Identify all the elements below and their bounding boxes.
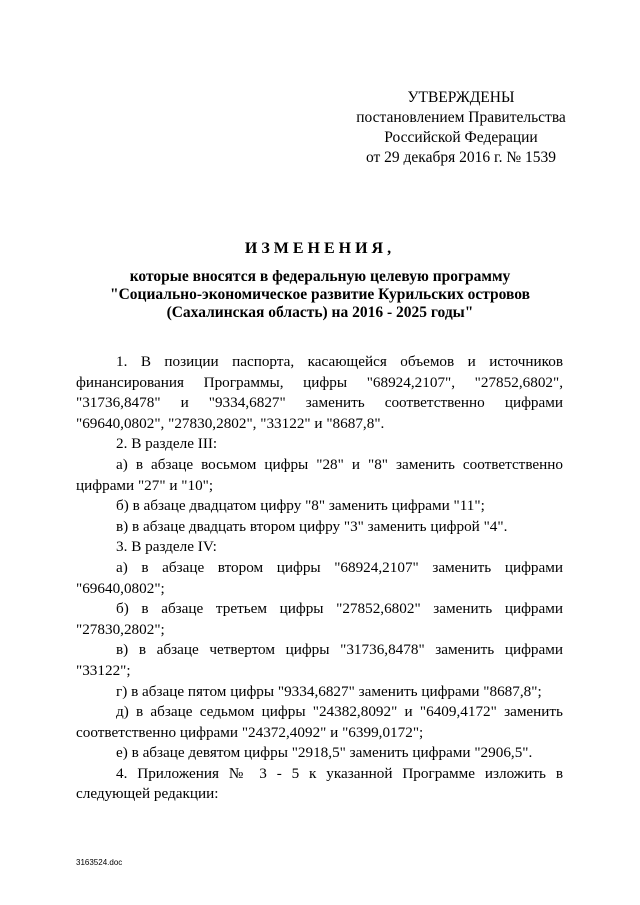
title-line-2: "Социально-экономическое развитие Курильских островов [109,286,531,303]
title-line-1: которые вносятся в федеральную целевую программу [129,268,511,285]
approval-line-2: Российской Федерации [384,129,538,146]
paragraph-3: 3. В разделе IV: [116,538,217,556]
paragraph-3b: б) в абзаце третьем цифры "27852,6802" заменить цифрами "27830,2802"; [76,600,563,638]
approval-block [346,88,576,168]
paragraph-1: 1. В позиции паспорта, касающейся объемов и источников финансирования Программы, цифры "68924,2107", "27852,6802", "31736,8478" и "9334,6827" заменить соответственно цифрами "69640,0802", "27830,2802", "33122" и "8687,8". [76,353,563,432]
paragraph-3e: д) в абзаце седьмом цифры "24382,8092" и "6409,4172" заменить соответственно цифрами "24372,4092" и "6399,0172"; [76,703,563,741]
paragraph-4: 4. Приложения № 3 - 5 к указанной Программе изложить в следующей редакции: [76,764,563,803]
paragraph-3c: в) в абзаце четвертом цифры "31736,8478" заменить цифрами "33122"; [76,641,563,679]
document-title [60,238,580,322]
paragraph-3d: г) в абзаце пятом цифры "9334,6827" заменить цифрами "8687,8"; [116,682,542,700]
paragraph-2c: в) в абзаце двадцать втором цифру "3" заменить цифрой "4". [116,517,508,535]
approval-line-1: постановлением Правительства [356,109,566,126]
title-main: ИЗМЕНЕНИЯ, [244,240,396,257]
title-line-3: (Сахалинская область) на 2016 - 2025 годы" [166,304,474,321]
paragraph-2a: а) в абзаце восьмом цифры "28" и "8" заменить соответственно цифрами "27" и "10"; [76,455,563,494]
file-name-footer: 3163524.doc [76,858,123,867]
paragraph-3f: е) в абзаце девятом цифры "2918,5" заменить цифрами "2906,5". [116,744,533,762]
paragraph-3a: а) в абзаце втором цифры "68924,2107" заменить цифрами "69640,0802"; [76,558,563,597]
document-body [76,352,563,805]
approval-heading: УТВЕРЖДЕНЫ [407,89,515,106]
paragraph-2: 2. В разделе III: [116,435,218,453]
paragraph-2b: б) в абзаце двадцатом цифру "8" заменить цифрами "11"; [116,497,485,515]
approval-line-3: от 29 декабря 2016 г. № 1539 [365,149,557,166]
